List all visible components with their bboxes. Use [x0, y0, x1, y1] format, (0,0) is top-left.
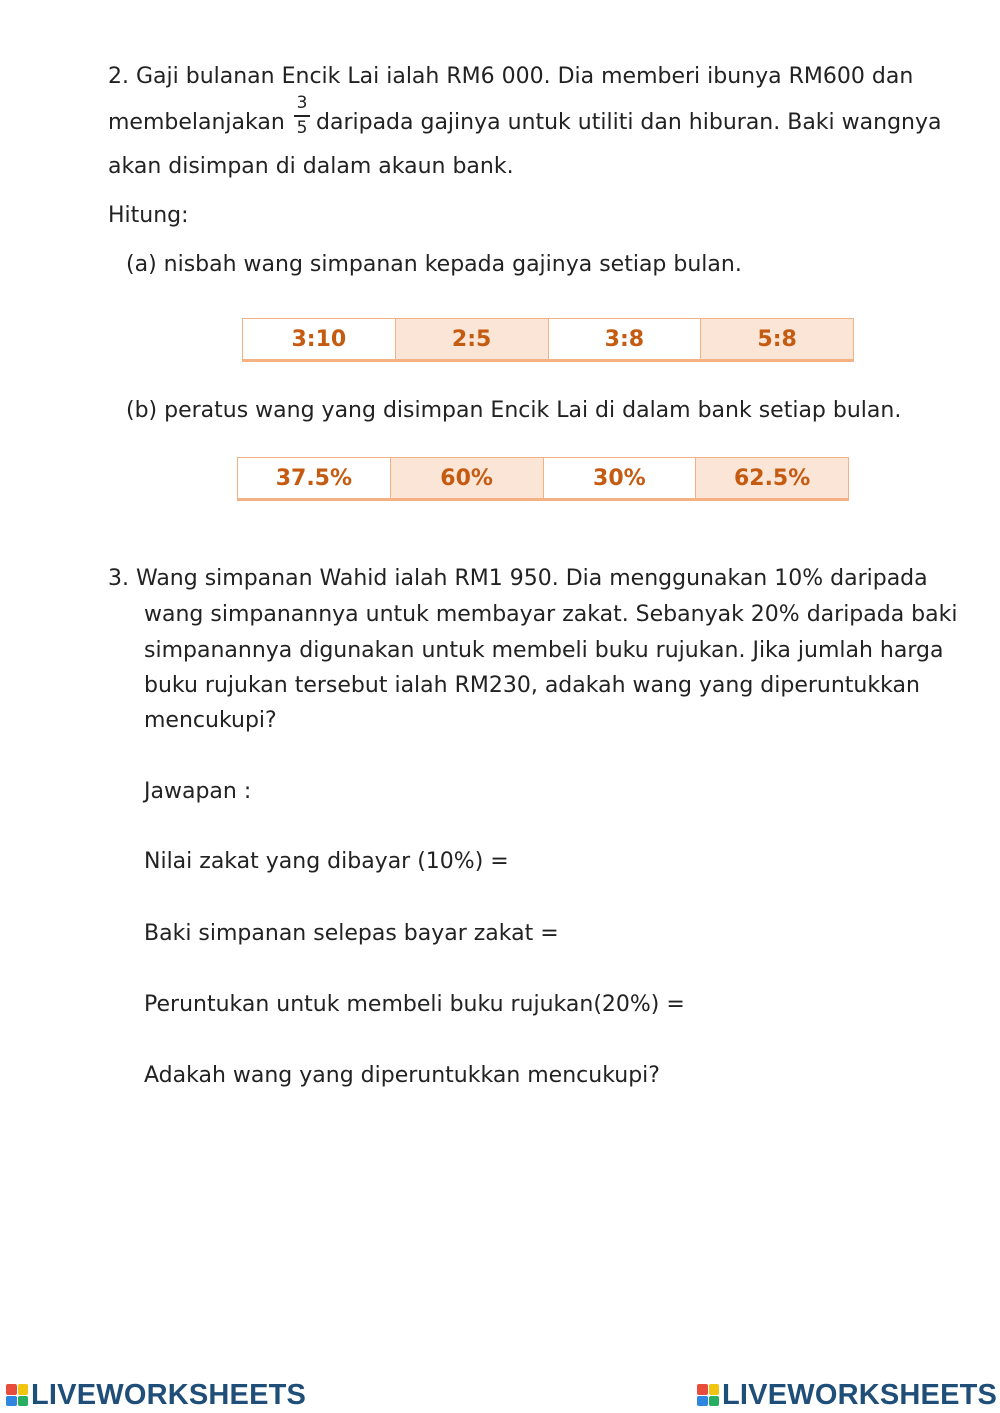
cukup-answer-label: Adakah wang yang diperuntukkan mencukupi?	[144, 1063, 660, 1088]
q2-line-2-end: daripada gajinya untuk utiliti dan hiburan. Baki wangnya	[316, 110, 942, 135]
q3-line-3: simpanannya digunakan untuk membeli buku rujukan. Jika jumlah harga	[144, 638, 944, 663]
q2-line-3: akan disimpan di dalam akaun bank.	[108, 154, 514, 179]
q3-line-5: mencukupi?	[144, 708, 277, 733]
q3-line-4: buku rujukan tersebut ialah RM230, adakah wang yang diperuntukkan	[144, 673, 920, 698]
part-a-answer-options	[242, 318, 854, 362]
q3-line-1: 3. Wang simpanan Wahid ialah RM1 950. Dia menggunakan 10% daripada	[108, 566, 928, 591]
q2-part-b-prompt: (b) peratus wang yang disimpan Encik Lai di dalam bank setiap bulan.	[126, 398, 902, 423]
fraction-denominator: 5	[296, 117, 308, 138]
baki-answer-label: Baki simpanan selepas bayar zakat =	[144, 921, 559, 946]
option-a-2[interactable]: 2:5	[395, 319, 548, 359]
q2-line-2-start: membelanjakan	[108, 110, 285, 135]
fraction-three-fifths	[294, 95, 310, 137]
option-b-2[interactable]: 60%	[390, 458, 543, 498]
option-a-1[interactable]: 3:10	[243, 319, 395, 359]
zakat-answer-label: Nilai zakat yang dibayar (10%) =	[144, 849, 509, 874]
part-b-answer-options	[237, 457, 849, 501]
liveworksheets-logo-right	[697, 1378, 998, 1411]
option-a-3[interactable]: 3:8	[548, 319, 701, 359]
q2-line-1: 2. Gaji bulanan Encik Lai ialah RM6 000. Dia memberi ibunya RM600 dan	[108, 64, 914, 89]
option-b-3[interactable]: 30%	[543, 458, 696, 498]
option-b-1[interactable]: 37.5%	[238, 458, 390, 498]
jawapan-label: Jawapan :	[144, 779, 252, 804]
peruntukan-answer-label: Peruntukan untuk membeli buku rujukan(20%) =	[144, 992, 685, 1017]
option-a-4[interactable]: 5:8	[700, 319, 853, 359]
q2-hitung-label: Hitung:	[108, 203, 189, 228]
logo-blocks-icon	[697, 1384, 719, 1406]
logo-wordmark-right: LIVEWORKSHEETS	[722, 1378, 998, 1411]
logo-wordmark-left: LIVEWORKSHEETS	[31, 1378, 307, 1411]
liveworksheets-logo-left	[6, 1378, 307, 1411]
option-b-4[interactable]: 62.5%	[695, 458, 848, 498]
fraction-numerator: 3	[296, 93, 308, 113]
q3-line-2: wang simpanannya untuk membayar zakat. Sebanyak 20% daripada baki	[144, 602, 958, 627]
q2-part-a-prompt: (a) nisbah wang simpanan kepada gajinya setiap bulan.	[126, 252, 742, 277]
logo-blocks-icon	[6, 1384, 28, 1406]
